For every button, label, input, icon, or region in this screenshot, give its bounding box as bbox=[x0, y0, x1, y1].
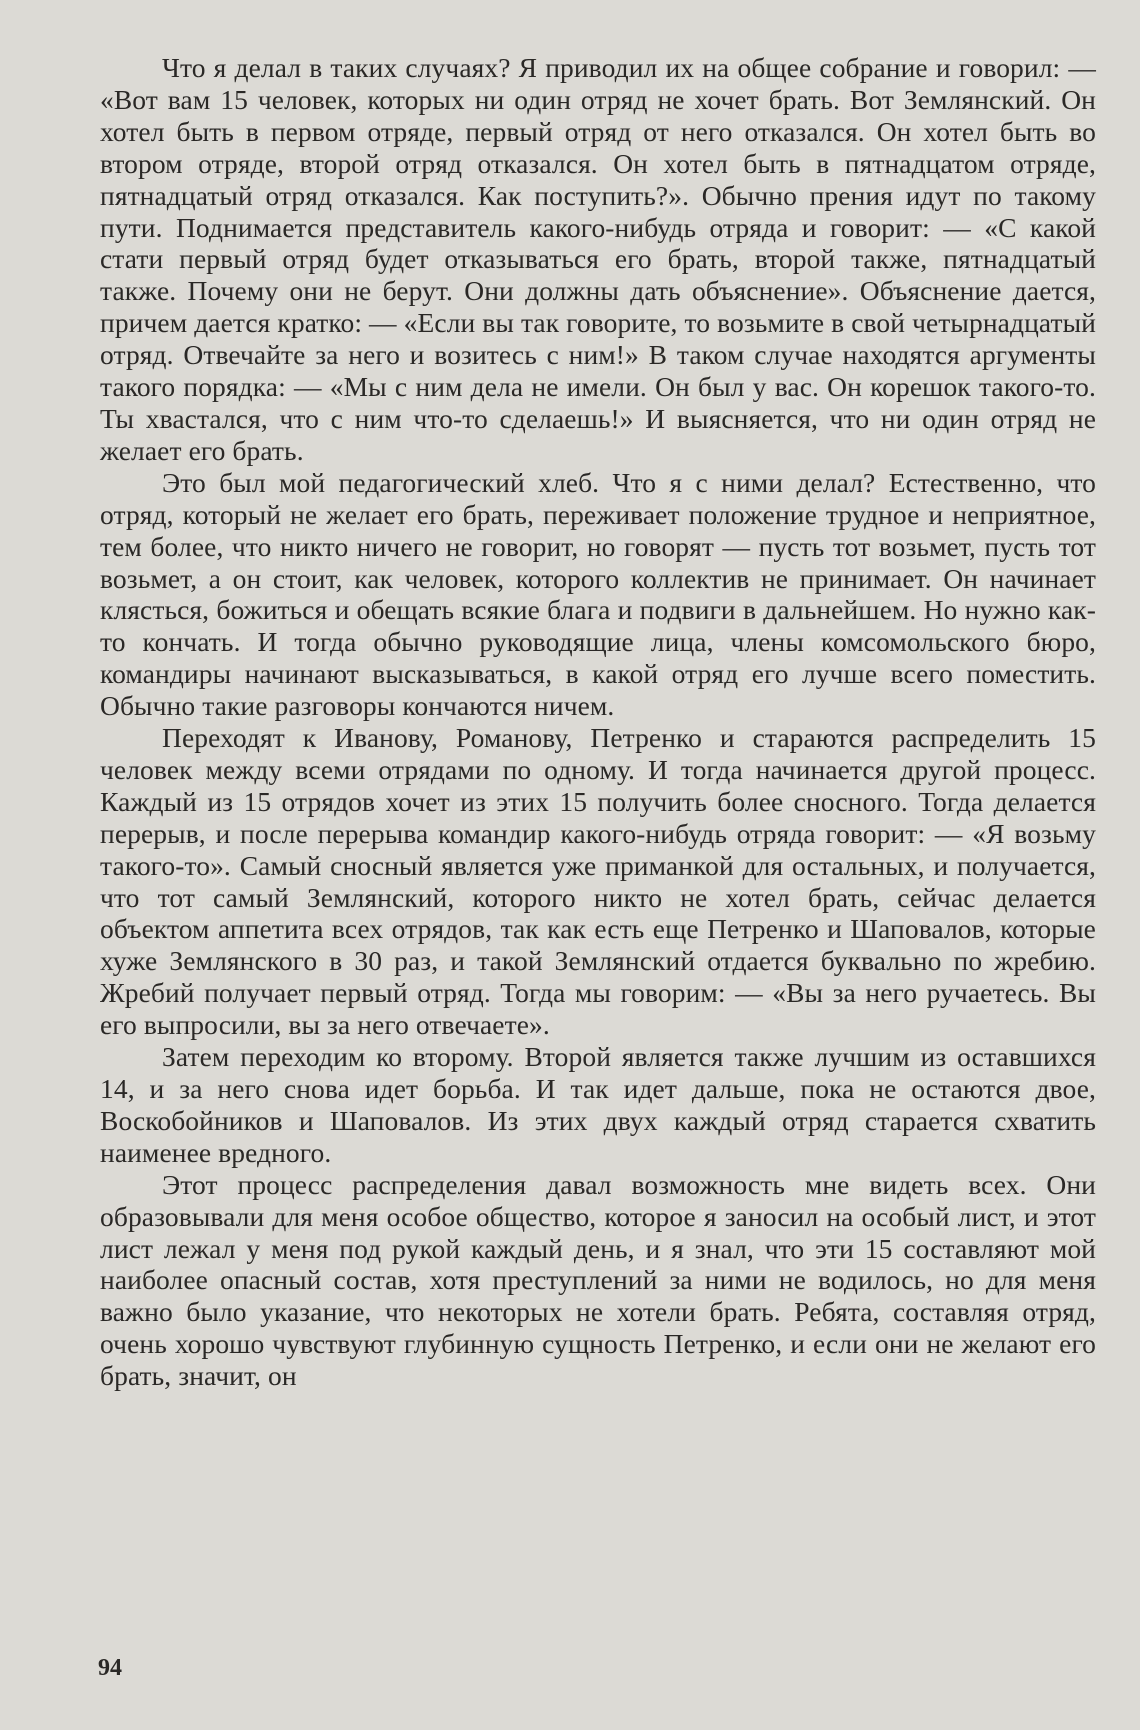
paragraph-2: Это был мой педагогический хлеб. Что я с ними делал? Естественно, что отряд, который не желает его брать, переживает положение трудное и неприятное, тем более, что никто ничего не говорит, но говорят — пусть тот возьмет, пусть тот возьмет, а он стоит, как человек, которого коллектив не принимает. Он начинает клясться, божиться и обещать всякие блага и подвиги в дальнейшем. Но нужно как-то кончать. И тогда обычно руководящие лица, члены комсомольского бюро, командиры начинают высказываться, в какой отряд его лучше всего поместить. Обычно такие разговоры кончаются ничем. bbox=[100, 466, 1096, 722]
paragraph-4: Затем переходим ко второму. Второй является также лучшим из оставшихся 14, и за него снова идет борьба. И так идет дальше, пока не остаются двое, Воскобойников и Шаповалов. Из этих двух каждый отряд старается схватить наименее вредного. bbox=[100, 1041, 1096, 1168]
page-number: 94 bbox=[98, 1655, 122, 1681]
paragraph-1: Что я делал в таких случаях? Я приводил их на общее собрание и говорил: — «Вот вам 15 человек, которых ни один отряд не хочет брать. Вот Землянский. Он хотел быть в первом отряде, первый отряд от него отказался. Он хотел быть во втором отряде, второй отряд отказался. Он хотел быть в пятнадцатом отряде, пятнадцатый отряд отказался. Как поступить?». Обычно прения идут по такому пути. Поднимается представитель какого-нибудь отряда и говорит: — «С какой стати первый отряд будет отказываться его брать, второй также, пятнадцатый также. Почему они не берут. Они должны дать объяснение». Объяснение дается, причем дается кратко: — «Если вы так говорите, то возьмите в свой четырнадцатый отряд. Отвечайте за него и возитесь с ним!» В таком случае находятся аргументы такого порядка: — «Мы с ним дела не имели. Он был у вас. Он корешок такого-то. Ты хвастался, что с ним что-то сделаешь!» И выясняется, что ни один отряд не желает его брать. bbox=[100, 52, 1096, 466]
paragraph-3: Переходят к Иванову, Романову, Петренко и стараются распределить 15 человек между всеми отрядами по одному. И тогда начинается другой процесс. Каждый из 15 отрядов хочет из этих 15 получить более сносного. Тогда делается перерыв, и после перерыва командир какого-нибудь отряда говорит: — «Я возьму такого-то». Самый сносный является уже приманкой для остальных, и получается, что тот самый Землянский, которого никто не хотел брать, сейчас делается объектом аппетита всех отрядов, так как есть еще Петренко и Шаповалов, которые хуже Землянского в 30 раз, и такой Землянский отдается буквально по жребию. Жребий получает первый отряд. Тогда мы говорим: — «Вы за него ручаетесь. Вы его выпросили, вы за него отвечаете». bbox=[100, 722, 1096, 1041]
paragraph-5: Этот процесс распределения давал возможность мне видеть всех. Они образовывали для меня особое общество, которое я заносил на особый лист, и этот лист лежал у меня под рукой каждый день, и я знал, что эти 15 составляют мой наиболее опасный состав, хотя преступлений за ними не водилось, но для меня важно было указание, что некоторых не хотели брать. Ребята, составляя отряд, очень хорошо чувствуют глубинную сущность Петренко, и если они не желают его брать, значит, он bbox=[100, 1168, 1096, 1392]
body-text bbox=[100, 52, 1096, 1392]
